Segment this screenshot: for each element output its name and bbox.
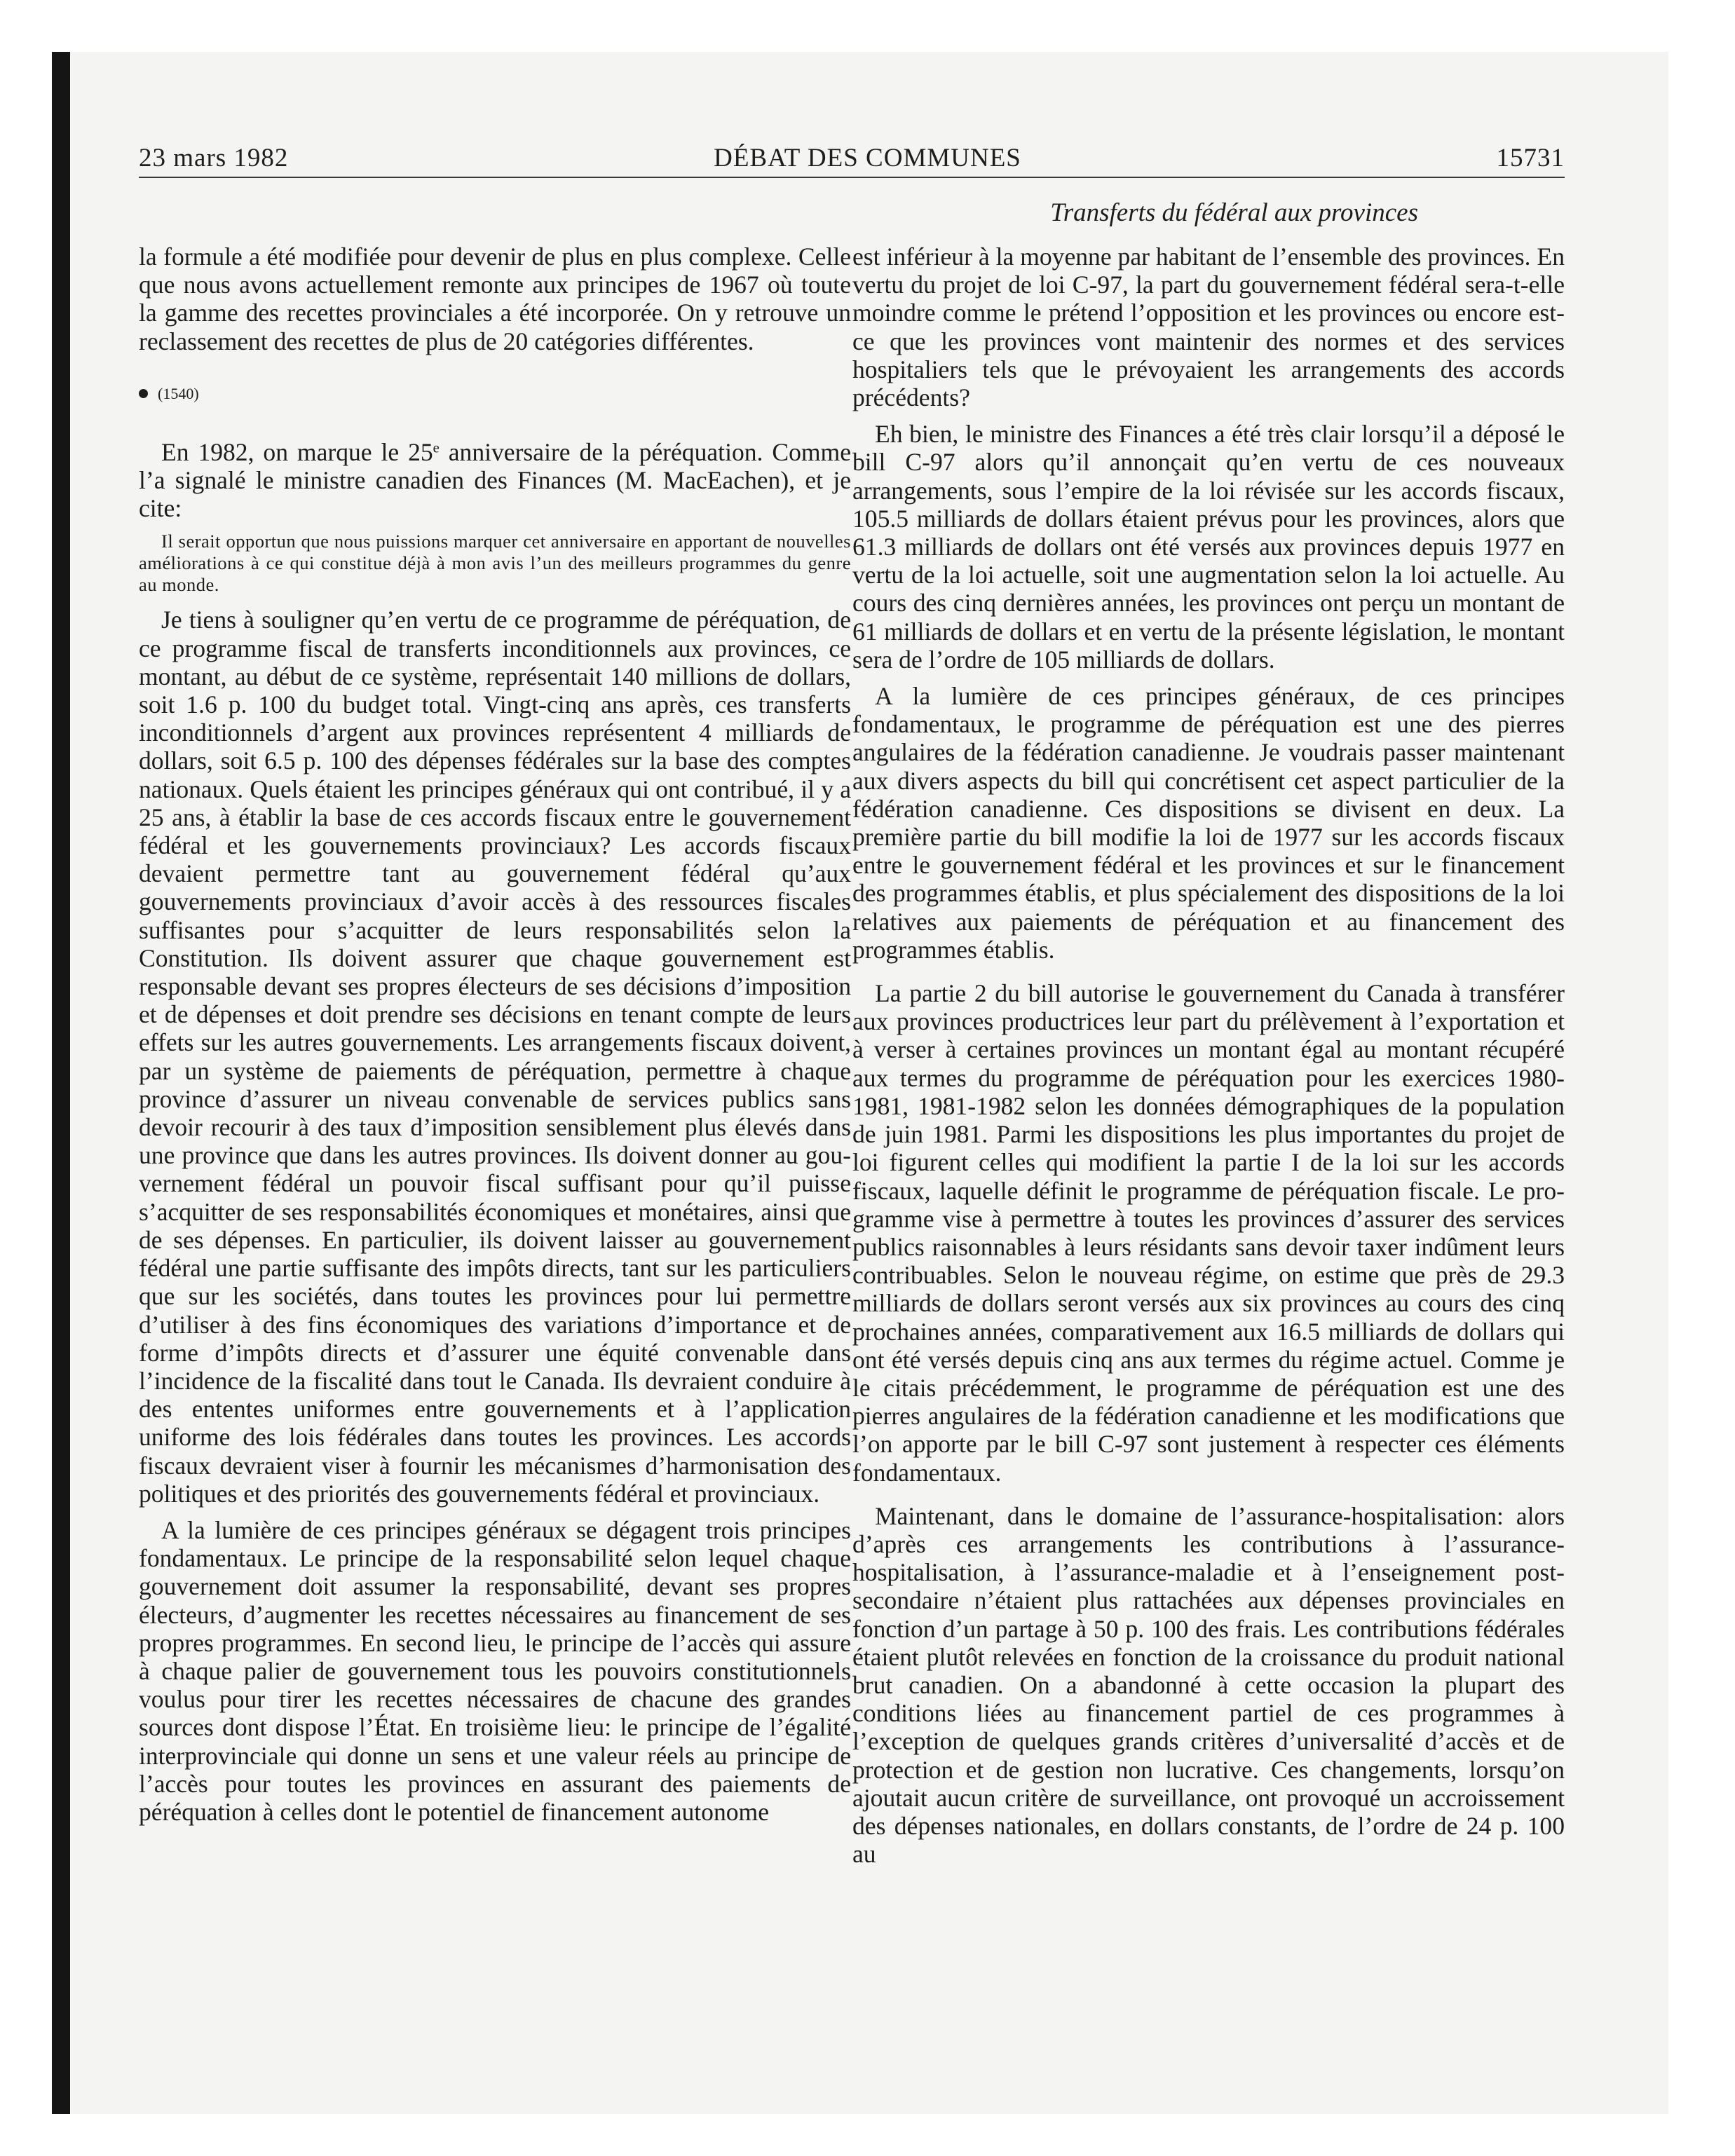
- paragraph-text: anniversaire de la péréquation. Comme l’a signalé le ministre canadien des Finances (M. MacEachen), et je cite:: [139, 437, 851, 523]
- paragraph: A la lumière de ces principes généraux, de ces principes fondamentaux, le programme de péréquation est une des pierres angulaires de la fédération canadienne. Je voudrais passer maintenant aux divers aspects du bill qui concrétisent cet aspect particulier de la fédération canadienne. Ces dispositions se divisent en deux. La première partie du bill modifie la loi de 1977 sur les accords fiscaux entre le gouvernement fédéral et les provinces et sur le financement des programmes établis, et plus spécialement des dispositions de la loi relatives aux paiements de péréquation et au financement des programmes établis.: [852, 682, 1565, 964]
- header-rule: [139, 177, 1565, 178]
- left-column: [139, 243, 851, 1834]
- running-subject: Transferts du fédéral aux provinces: [1050, 198, 1418, 227]
- paragraph-text: En 1982, on marque le 25: [161, 437, 433, 466]
- paragraph: Je tiens à souligner qu’en vertu de ce programme de péréquation, de ce programme fiscal de transferts inconditionnels aux provinces, ce montant, au début de ce système, représentait 140 millions de dollars, soit 1.6 p. 100 du budget total. Vingt-cinq ans après, ces transferts inconditionnels d’argent aux provinces représentent 4 milliards de dollars, soit 6.5 p. 100 des dépenses fédérales sur la base des comptes nationaux. Quels étaient les principes généraux qui ont contribué, il y a 25 ans, à établir la base de ces accords fiscaux entre le gouvernement fédéral et les gouvernements provinciaux? Les accords fiscaux devaient permettre tant au gouvernement fédéral qu’aux gouvernements provinciaux d’avoir accès à des ressources fiscales suffisantes pour s’acquitter de leurs responsabilités selon la Constitution. Ils doivent assurer que chaque gouvernement est responsable devant ses propres électeurs de ses décisions d’imposition et de dépenses et doit prendre ses décisions en tenant compte de leurs effets sur les autres gouvernements. Les arrangements fiscaux doivent, par un système de paiements de péréquation, permettre à chaque province d’assurer un niveau convenable de services publics sans devoir recourir à des taux d’imposition sensiblement plus élevés dans une province que dans les autres provinces. Ils doivent donner au gouvernement fédéral un pouvoir fiscal suffisant pour qu’il puisse s’acquitter de ses responsabilités économiques et monétaires, ainsi que de ses dépenses. En particulier, ils doivent laisser au gouvernement fédéral une partie suffisante des impôts directs, tant sur les particuliers que sur les sociétés, dans toutes les provinces pour lui permettre d’utiliser à des fins économiques des variations d’importance et de forme d’impôts directs et d’assurer une équité convenable dans l’incidence de la fiscalité dans tout le Canada. Ils devraient conduire à des ententes uniformes entre gouvernements et à l’application uniforme des lois fédérales dans toutes les provinces. Les accords fiscaux devraient viser à fournir les mécanismes d’harmonisation des politiques et des priorités des gouvernements fédéral et provinciaux.: [139, 606, 851, 1508]
- paragraph: la formule a été modifiée pour devenir de plus en plus complexe. Celle que nous avons actuellement remonte aux principes de 1967 où toute la gamme des recettes provinciales a été incorporée. On y retrouve un reclassement des recettes de plus de 20 catégories différentes.: [139, 243, 851, 355]
- paragraph: Eh bien, le ministre des Finances a été très clair lorsqu’il a déposé le bill C-97 alors qu’il annonçait qu’en vertu de ces nouveaux arrangements, sous l’empire de la loi révisée sur les accords fiscaux, 105.5 milliards de dollars étaient prévus pour les provinces, alors que 61.3 milliards de dollars ont été versés aux provinces depuis 1977 en vertu de la loi actuelle, soit une augmentation selon la loi actuelle. Au cours des cinq dernières années, les provinces ont perçu un montant de 61 milliards de dollars et en vertu de la présente législation, le montant sera de l’ordre de 105 milliards de dollars.: [852, 420, 1565, 674]
- paragraph: [139, 438, 851, 523]
- block-quote: Il serait opportun que nous puissions marquer cet anniversaire en apportant de nouvelles améliorations à ce qui constitue déjà à mon avis l’un des meilleurs programmes du genre au monde.: [139, 531, 851, 596]
- binding-edge: [52, 52, 70, 2114]
- paragraph: La partie 2 du bill autorise le gouvernement du Canada à transférer aux provinces productrices leur part du prélèvement à l’exportation et à verser à certaines provinces un montant égal au montant récupéré aux termes du programme de péréquation pour les exercices 1980-1981, 1981-1982 selon les données démographiques de la population de juin 1981. Parmi les dispositions les plus importantes du projet de loi figurent celles qui modifient la partie I de la loi sur les accords fiscaux, laquelle définit le programme de péréquation fiscale. Le programme vise à permettre à toutes les provinces d’assurer des services publics raisonnables à leurs résidants sans devoir taxer indûment leurs contribuables. Selon le nouveau régime, on estime que près de 29.3 milliards de dollars seront versés aux six provinces au cours des cinq prochaines années, comparativement aux 16.5 milliards de dollars qui ont été versés depuis cinq ans aux termes du régime actuel. Comme je le citais précédemment, le programme de péréquation est une des pierres angulaires de la fédération canadienne et les modifications que l’on apporte par le bill C-97 sont justement à respecter ces éléments fondamentaux.: [852, 979, 1565, 1487]
- header-page-number: 15731: [1496, 144, 1565, 172]
- time-marker-label: (1540): [158, 384, 199, 402]
- paragraph: A la lumière de ces principes généraux se dégagent trois principes fondamentaux. Le principe de la responsabilité selon lequel chaque gouvernement doit assumer la responsabilité, devant ses propres électeurs, d’augmenter les recettes nécessaires au financement de ses propres programmes. En second lieu, le principe de l’accès qui assure à chaque palier de gouvernement tous les pouvoirs constitutionnels voulus pour tirer les recettes nécessaires de chacune des grandes sources dont dispose l’État. En troisième lieu: le principe de l’égalité interprovinciale qui donne un sens et une valeur réels au principe de l’accès pour toutes les provinces en assurant des paiements de péréquation à celles dont le potentiel de financement autonome: [139, 1515, 851, 1826]
- ordinal-superscript: e: [433, 440, 440, 456]
- header-date: 23 mars 1982: [139, 144, 289, 172]
- header-title: DÉBAT DES COMMUNES: [714, 144, 1021, 172]
- bullet-icon: [139, 389, 148, 398]
- paragraph: est inférieur à la moyenne par habitant de l’ensemble des provinces. En vertu du projet de loi C-97, la part du gouvernement fédéral sera-t-elle moindre comme le prétend l’opposition et les provinces ou encore est-ce que les provinces vont maintenir des normes et des services hospitaliers tels que le prévoyaient les arrangements des accords précédents?: [852, 243, 1565, 412]
- time-marker: [139, 383, 851, 404]
- paragraph: Maintenant, dans le domaine de l’assurance-hospitalisation: alors d’après ces arrangements les contributions à l’assurance-hospitalisation, à l’assurance-maladie et à l’enseignement postsecondaire n’étaient plus rattachées aux dépenses provinciales en fonction d’un partage à 50 p. 100 des frais. Les contributions fédérales étaient plutôt relevées en fonction de la croissance du produit national brut canadien. On a abandonné à cette occasion la plupart des conditions liées au financement partiel de ces programmes à l’exception de quelques grands critères d’universalité d’accès et de protection et de gestion non lucrative. Ces changements, lorsqu’on ajoutait aucun critère de surveillance, ont provoqué un accroissement des dépenses nationales, en dollars constants, de l’ordre de 24 p. 100 au: [852, 1501, 1565, 1869]
- right-column: [852, 243, 1565, 1876]
